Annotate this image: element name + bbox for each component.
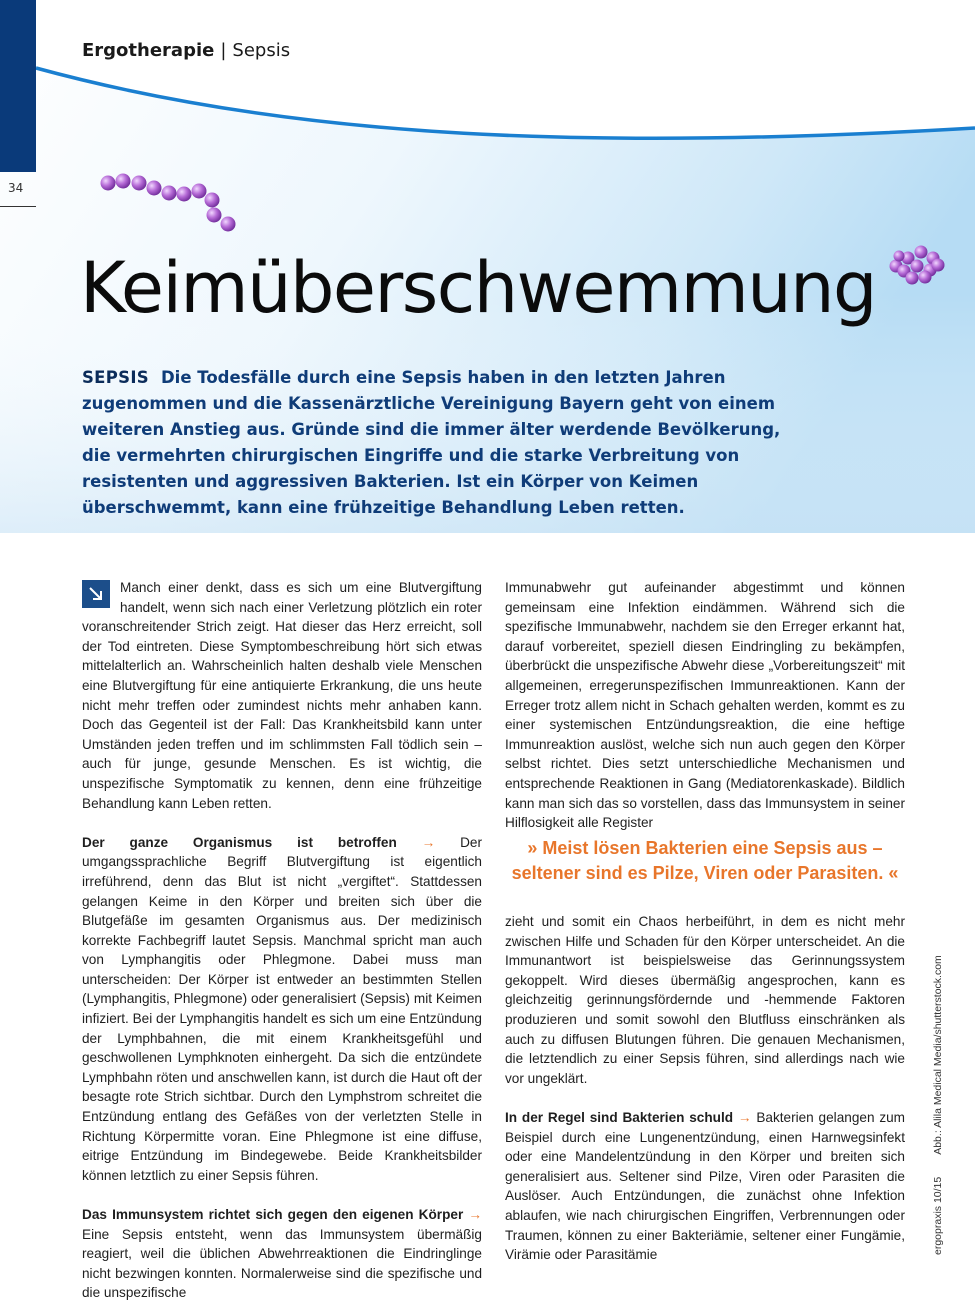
- image-credit: Abb.: Alila Medical Media/shutterstock.com: [932, 955, 944, 1155]
- section-text: Bakterien gelangen zum Beispiel durch eine Lungenentzündung, einen Harnwegsinfekt oder eine Mandelentzündung in den Körper und breiten sich generalisiert aus. Seltener sind Pilze, Viren oder Parasiten die Auslöser. Auch Entzündungen, die zunächst ohne Infektion ablaufen, wie nach chirurgischen Eingriffen, Verbrennungen oder Traumen, können zu einer Bakteriämie, seltener einer Fungämie, Virämie oder Parasitämie: [505, 1109, 906, 1263]
- article-headline: Keimüberschwemmung: [80, 247, 876, 329]
- header-separator: |: [220, 40, 227, 61]
- journal-issue: ergopraxis 10/15: [932, 1176, 944, 1255]
- pull-quote: » Meist lösen Bakterien eine Sepsis aus – seltener sind es Pilze, Viren oder Parasiten. «: [511, 838, 899, 883]
- arrow-right-icon: →: [737, 1109, 752, 1125]
- header-section: Ergotherapie: [82, 40, 215, 61]
- section-paragraph: [82, 1205, 482, 1300]
- lead-text: Die Todesfälle durch eine Sepsis haben in den letzten Jahren zugenommen und die Kassenärztliche Vereinigung Bayern geht von einem weiteren Anstieg aus. Gründe sind die immer älter werdende Bevölkerung, die vermehrten chirurgischen Eingriffe und die starke Verbreitung von resistenten und aggressiven Bakterien. Ist ein Körper von Keimen überschwemmt, kann eine frühzeitige Behandlung Leben retten.: [82, 368, 781, 517]
- header-topic: Sepsis: [232, 40, 291, 61]
- page-number: 34: [8, 181, 24, 195]
- section-heading: Das Immunsystem richtet sich gegen den eigenen Körper: [82, 1207, 464, 1222]
- section-paragraph: [505, 1108, 905, 1265]
- section-text: Eine Sepsis entsteht, wenn das Immunsystem übermäßig reagiert, weil die üblichen Abwehrreaktionen die Eindringlinge nicht bezwingen konnten. Normalerweise sind die spezifische und die unspezifische: [82, 1226, 482, 1300]
- article-column-left: [82, 578, 482, 1300]
- side-credit: [932, 935, 944, 1255]
- arrow-right-icon: →: [468, 1207, 482, 1222]
- article-lead: [82, 365, 782, 521]
- section-paragraph: [82, 833, 482, 1186]
- intro-paragraph: [82, 578, 482, 813]
- section-text: Der umgangssprachliche Begriff Blutvergiftung ist eigentlich irreführend, denn das Blut ist nicht „vergiftet“. Stattdessen gelangen Keime in den Körper und breiten sich über die Blutgefäße im gesamten Organismus aus. Der medizinisch korrekte Fachbegriff lautet Sepsis. Manchmal spricht man auch von Lymphangitis oder Phlegmone. Dabei muss man unterscheiden: Der Körper ist entweder an bestimmten Stellen (Lymphangitis, Phlegmone) oder generalisiert (Sepsis) mit Keimen infiziert. Bei der Lymphangitis handelt es sich um eine Entzündung der Lymphbahnen, die mit einem Krankheitsgefühl und geschwollenen Lymphknoten einhergeht. Da sich die entzündete Lymphbahn röten und anschwellen kann, ist durch die Haut oft der besagte rote Strich sichtbar. Durch den Lymphstrom schreitet die Entzündung entlang des Gefäßes von der verletzten Stelle in Richtung Körpermitte voran. Eine Phlegmone ist eine diffuse, eitrige Entzündung im Bindegewebe. Beide Krankheitsbilder können letztlich zu einer Sepsis führen.: [82, 834, 482, 1183]
- arrow-down-right-icon: [82, 580, 110, 608]
- arrow-right-icon: →: [421, 834, 436, 850]
- article-column-right-top: [505, 578, 905, 852]
- section-heading: Der ganze Organismus ist betroffen: [82, 834, 397, 850]
- section-color-bar: [0, 0, 36, 172]
- article-column-right-bottom: [505, 912, 905, 1284]
- page-number-rule: [0, 206, 36, 207]
- lead-kicker: SEPSIS: [82, 368, 149, 387]
- body-paragraph: Immunabwehr gut aufeinander abgestimmt und können gemeinsam eine Infektion eindämmen. Während sich die spezifische Immunabwehr, nachdem sie den Erreger erkannt hat, darauf vorbereitet, speziell diesen Eindringling zu bekämpfen, überbrückt die unspezifische Abwehr diese „Vorbereitungszeit“ mit allgemeinen, erregerunspezifischen Immunreaktionen. Kann der Erreger trotz allem nicht in Schach gehalten werden, kommt es zu einer systemischen Entzündungsreaktion, die eine heftige Immunreaktion auslöst, welche sich nun auch gegen den Körper selbst richtet. Dies setzt unterschiedliche Mechanismen und entsprechende Reaktionen in Gang (Mediatorenkaskade). Bildlich kann man sich das so vorstellen, dass das Immunsystem in seiner Hilflosigkeit alle Register: [505, 580, 905, 831]
- section-heading: In der Regel sind Bakterien schuld: [505, 1109, 734, 1125]
- body-paragraph: zieht und somit ein Chaos herbeiführt, in dem es nicht mehr zwischen Hilfe und Schaden für den Körper unterscheidet. An die Immunantwort ist beispielsweise das Gerinnungssystem gekoppelt. Wird dieses übermäßig angesprochen, kann es gleichzeitig gerinnungsfördernde und -hemmende Faktoren produzieren und somit sowohl den Blutfluss einschränken als auch zu diffusen Blutungen führen. Die genauen Mechanismen, die letztendlich zu einer Sepsis führen, sind allerdings nach wie vor ungeklärt.: [505, 914, 905, 1086]
- running-header: [82, 40, 290, 61]
- intro-text: Manch einer denkt, dass es sich um eine Blutvergiftung handelt, wenn sich nach einer Verletzung plötzlich ein roter voranschreitender Strich zeigt. Hat dieser das Herz erreicht, soll der Tod eintreten. Diese Symptombeschreibung hört sich etwas mittelalterlich an. Wahrscheinlich halten deshalb viele Menschen eine Blutvergiftung für eine antiquierte Erkrankung, die uns heute nicht mehr treffen oder zumindest nichts mehr anhaben kann. Doch das Gegenteil ist der Fall: Das Krankheitsbild kann unter Umständen jeden treffen und im schlimmsten Fall tödlich sein – auch für junge, gesunde Menschen. Es ist wichtig, die unspezifische Symptomatik zu kennen, denn eine frühzeitige Behandlung kann Leben retten.: [82, 580, 482, 811]
